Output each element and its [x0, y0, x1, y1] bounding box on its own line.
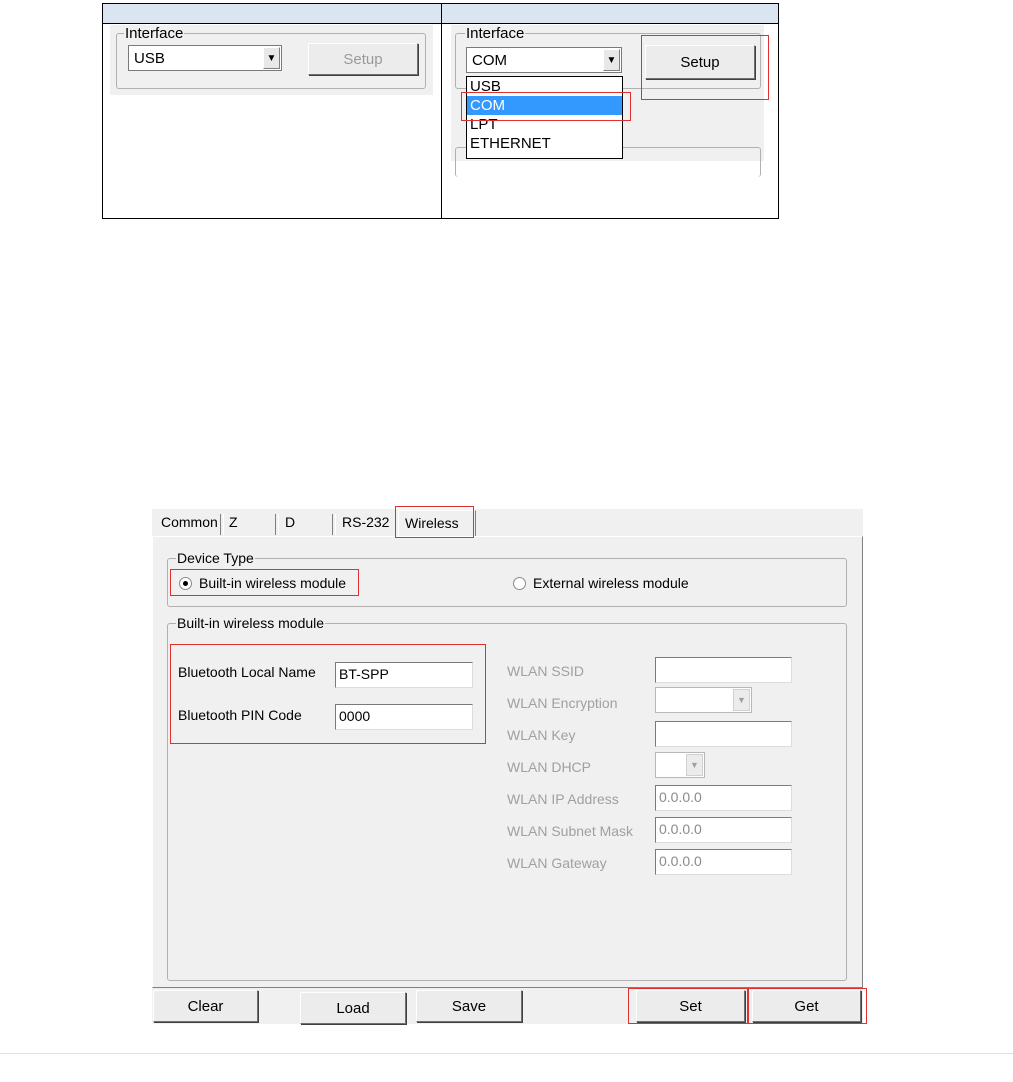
- builtin-module-title: Built-in wireless module: [177, 615, 325, 631]
- bt-name-input[interactable]: BT-SPP: [335, 662, 473, 688]
- comparison-table: [102, 3, 779, 219]
- wlan-encryption-label: WLAN Encryption: [507, 695, 618, 711]
- bt-pin-label: Bluetooth PIN Code: [178, 707, 302, 723]
- tab-bar: [152, 509, 863, 537]
- wlan-dhcp-label: WLAN DHCP: [507, 759, 592, 775]
- tab-d[interactable]: D: [285, 514, 296, 530]
- highlight-get-button: [748, 988, 867, 1024]
- highlight-com-option: [461, 92, 631, 121]
- left-interface-combo[interactable]: [128, 45, 282, 71]
- wlan-dhcp-combo: [655, 752, 705, 778]
- highlight-set-button: [628, 988, 748, 1024]
- tab-page: [152, 536, 863, 988]
- wlan-ssid-input: [655, 657, 792, 683]
- right-interface-label: Interface: [466, 25, 525, 42]
- tab-separator: [275, 514, 279, 535]
- wlan-gateway-input: 0.0.0.0: [655, 849, 792, 875]
- bt-name-label: Bluetooth Local Name: [178, 664, 316, 680]
- table-column-divider: [441, 4, 442, 218]
- external-radio-label[interactable]: External wireless module: [533, 575, 689, 591]
- builtin-radio-label[interactable]: Built-in wireless module: [199, 575, 347, 591]
- wlan-subnet-input: 0.0.0.0: [655, 817, 792, 843]
- tab-separator: [220, 514, 224, 535]
- left-interface-label: Interface: [125, 25, 184, 42]
- highlight-wireless-tab: [395, 506, 474, 538]
- left-interface-panel: [110, 25, 433, 95]
- clear-button[interactable]: Clear: [153, 990, 258, 1022]
- wlan-ip-label: WLAN IP Address: [507, 791, 619, 807]
- bt-pin-input[interactable]: 0000: [335, 704, 473, 730]
- dropdown-option-usb[interactable]: USB: [470, 78, 501, 95]
- load-button[interactable]: Load: [300, 992, 406, 1024]
- left-setup-button[interactable]: Setup: [308, 43, 418, 75]
- highlight-builtin-radio: [170, 569, 359, 596]
- tab-separator: [332, 514, 336, 535]
- left-interface-value: USB: [134, 50, 165, 67]
- get-button[interactable]: Get: [752, 990, 861, 1022]
- tab-z[interactable]: Z: [229, 514, 238, 530]
- chevron-down-icon: ▼: [733, 689, 750, 711]
- dropdown-option-lpt[interactable]: LPT: [470, 116, 498, 133]
- wlan-subnet-label: WLAN Subnet Mask: [507, 823, 634, 839]
- tab-common[interactable]: Common: [161, 514, 218, 530]
- right-setup-button[interactable]: Setup: [645, 45, 755, 79]
- highlight-setup-button: [641, 35, 769, 100]
- highlight-bluetooth-fields: [170, 644, 486, 744]
- right-interface-value: COM: [472, 52, 507, 69]
- wlan-key-input: [655, 721, 792, 747]
- tab-rs232[interactable]: RS-232: [342, 514, 390, 530]
- set-button[interactable]: Set: [636, 990, 745, 1022]
- save-button[interactable]: Save: [416, 990, 522, 1022]
- page-bottom-rule: [0, 1053, 1013, 1054]
- wlan-encryption-combo: [655, 687, 752, 713]
- external-radio[interactable]: [513, 577, 526, 590]
- wlan-ip-input: 0.0.0.0: [655, 785, 792, 811]
- chevron-down-icon: ▼: [686, 754, 703, 776]
- right-interface-combo[interactable]: [466, 47, 622, 73]
- dropdown-option-ethernet[interactable]: ETHERNET: [470, 135, 551, 152]
- wlan-ssid-label: WLAN SSID: [507, 663, 585, 679]
- tab-wireless[interactable]: Wireless: [398, 510, 476, 537]
- dropdown-option-com[interactable]: COM: [467, 96, 622, 115]
- wlan-key-label: WLAN Key: [507, 727, 576, 743]
- chevron-down-icon[interactable]: ▼: [603, 49, 620, 71]
- wlan-gateway-label: WLAN Gateway: [507, 855, 607, 871]
- device-type-title: Device Type: [177, 550, 254, 566]
- chevron-down-icon[interactable]: ▼: [263, 47, 280, 69]
